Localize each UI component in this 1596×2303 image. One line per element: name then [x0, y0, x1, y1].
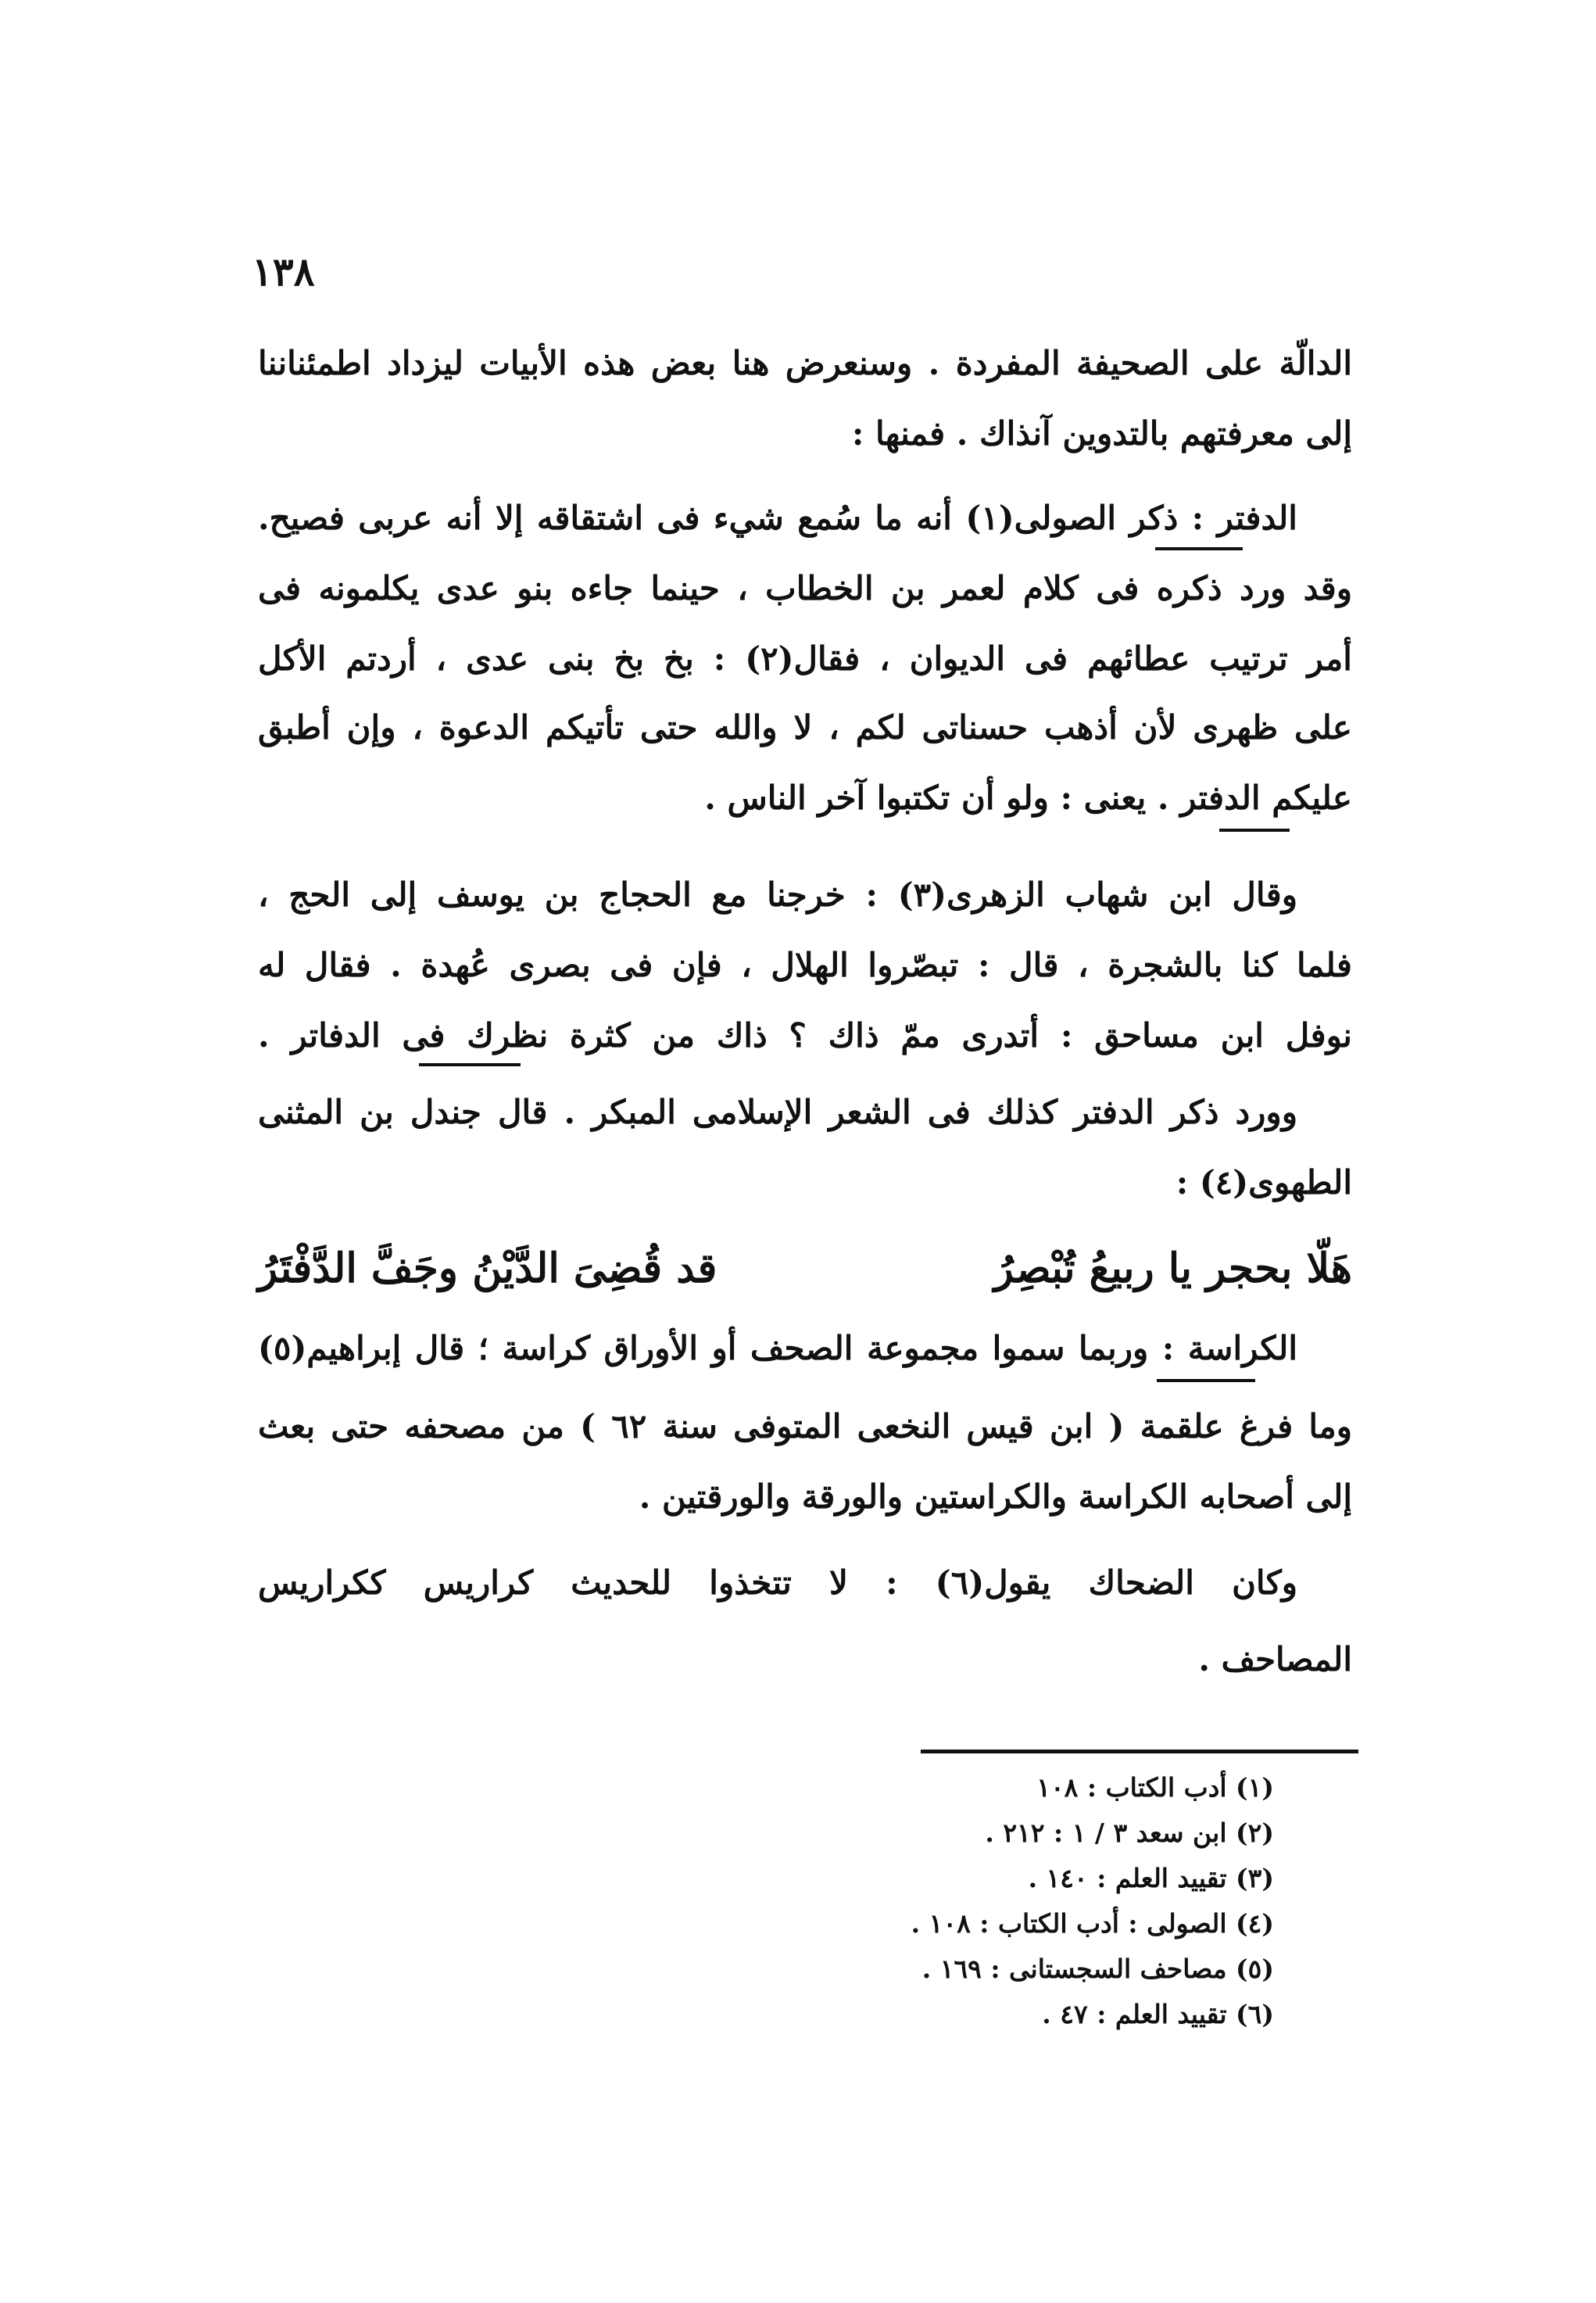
- text-line: وقال ابن شهاب الزهرى(٣) : خرجنا مع الحجاج بن يوسف إلى الحج ،: [258, 876, 1297, 914]
- footnote: (٤) الصولى : أدب الكتاب : ١٠٨ .: [911, 1908, 1274, 1939]
- footnote: (٦) تقييد العلم : ٤٧ .: [1042, 1999, 1274, 2029]
- underline-mark: [419, 1063, 521, 1066]
- text-line: عليكم الدفتر . يعنى : ولو أن تكتبوا آخر الناس .: [704, 779, 1352, 817]
- footnote-separator: [921, 1750, 1358, 1753]
- text-line: نوفل ابن مساحق : أتدرى ممّ ذاك ؟ ذاك من كثرة نظرك فى الدفاتر .: [258, 1016, 1352, 1055]
- page-number: ١٣٨: [252, 249, 315, 295]
- text-line: وورد ذكر الدفتر كذلك فى الشعر الإسلامى المبكر . قال جندل بن المثنى: [258, 1093, 1297, 1131]
- underline-mark: [1219, 829, 1290, 832]
- text-line: الكراسة : وربما سموا مجموعة الصحف أو الأوراق كراسة ؛ قال إبراهيم(٥): [258, 1329, 1297, 1367]
- underline-mark: [1155, 547, 1243, 550]
- text-line: إلى معرفتهم بالتدوين آنذاك . فمنها :: [851, 414, 1352, 453]
- text-line: فلما كنا بالشجرة ، قال : تبصّروا الهلال ، فإن فى بصرى عُهدة . فقال له: [258, 946, 1352, 984]
- text-line: أمر ترتيب عطائهم فى الديوان ، فقال(٢) : بخ بخ بنى عدى ، أردتم الأكل: [258, 639, 1352, 678]
- text-line: المصاحف .: [1198, 1640, 1352, 1678]
- text-line: إلى أصحابه الكراسة والكراستين والورقة والورقتين .: [639, 1477, 1352, 1516]
- text-line: الدالّة على الصحيفة المفردة . وسنعرض هنا بعض هذه الأبيات ليزداد اطمئناننا: [258, 344, 1352, 382]
- footnote: (٥) مصاحف السجستانى : ١٦٩ .: [921, 1954, 1274, 1984]
- poem-verse: [258, 1234, 1352, 1304]
- text-line: وما فرغ علقمة ( ابن قيس النخعى المتوفى سنة ٦٢ ) من مصحفه حتى بعث: [258, 1407, 1352, 1445]
- text-line: الطهوى(٤) :: [1176, 1163, 1352, 1202]
- footnote: (١) أدب الكتاب : ١٠٨: [1036, 1772, 1274, 1803]
- text-line: وقد ورد ذكره فى كلام لعمر بن الخطاب ، حينما جاءه بنو عدى يكلمونه فى: [258, 569, 1352, 607]
- verse-second-hemistich: قد قُضِىَ الدَّيْنُ وجَفَّ الدَّفْتَرُ: [258, 1245, 717, 1292]
- footnote: (٢) ابن سعد ٣ / ١ : ٢١٢ .: [985, 1818, 1274, 1848]
- footnote: (٣) تقييد العلم : ١٤٠ .: [1028, 1863, 1274, 1893]
- underline-mark: [1157, 1379, 1255, 1382]
- text-line: على ظهرى لأن أذهب حسناتى لكم ، لا والله حتى تأتيكم الدعوة ، وإن أطبق: [258, 708, 1352, 747]
- verse-first-hemistich: هَلّا بحجر يا ربيعُ تُبْصِرُ: [993, 1245, 1352, 1292]
- text-line: وكان الضحاك يقول(٦) : لا تتخذوا للحديث كراريس ككراريس: [258, 1563, 1297, 1602]
- text-line: الدفتر : ذكر الصولى(١) أنه ما سُمع شيء فى اشتقاقه إلا أنه عربى فصيح.: [258, 499, 1297, 537]
